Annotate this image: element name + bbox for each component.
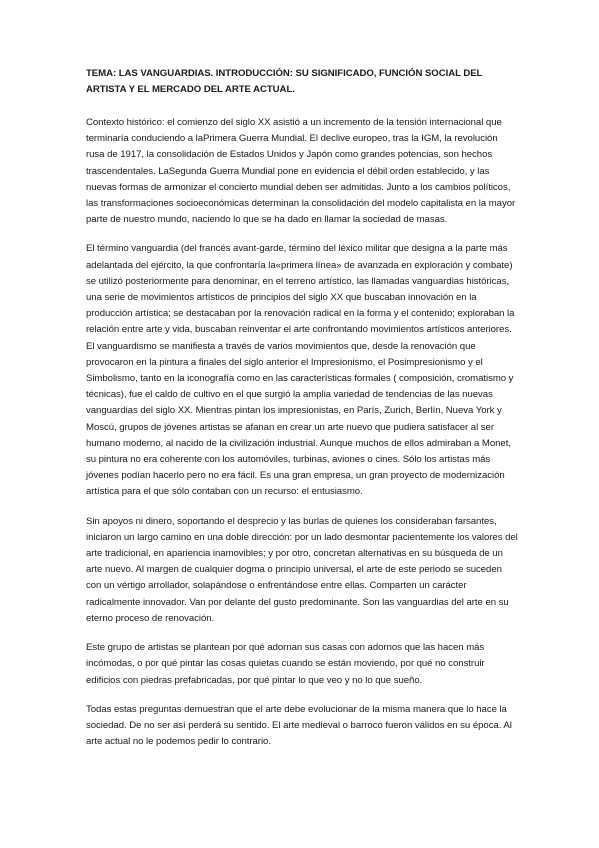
paragraph-artists-questions: Este grupo de artistas se plantean por qué adornan sus casas con adornos que las hacen más incómodas, o por qué pintar las cosas quietas cuando se están moviendo, por qué no construir edificios con piedras prefabricadas, por qué pintar lo que veo y no lo que sueño.	[86, 642, 485, 686]
paragraph-historical-context: Contexto histórico: el comienzo del siglo XX asistió a un incremento de la tensión internacional que terminaría conduciendo a laPrimera Guerra Mundial. El declive europeo, tras la IGM, la revolución rusa de 1917, la consolidación de Estados Unidos y Japón como grandes potencias, son hechos trascendentales. LaSegunda Guerra Mundial pone en evidencia el débil orden establecido, y las nuevas formas de armonizar el concierto mundial deben ser admitidas. Junto a los cambios políticos, las transformaciones socioeconómicas determinan la consolidación del modelo capitalista en la mayor parte de nuestro mundo, naciendo lo que se ha dado en llamar la sociedad de masas.	[86, 117, 516, 226]
paragraph-without-support: Sin apoyos ni dinero, soportando el desprecio y las burlas de quienes los consideraban farsantes, iniciaron un largo camino en una doble dirección: por un lado desmontar pacientemente los valores del arte tradicional, en apariencia inamovibles; y por otro, concretan alternativas en su búsqueda de un arte nuevo. Al margen de cualquier dogma o principio universal, el arte de este periodo se suceden con un vértigo arrollador, solapándose o enfrentándose entre ellas. Comparten un carácter radicalmente innovador. Van por delante del gusto predominante. Son las vanguardias del arte en su eterno proceso de renovación.	[86, 515, 518, 624]
document-title: TEMA: LAS VANGUARDIAS. INTRODUCCIÓN: SU SIGNIFICADO, FUNCIÓN SOCIAL DEL ARTISTA Y EL MERCADO DEL ARTE ACTUAL.	[86, 68, 483, 95]
document-body	[86, 66, 518, 763]
paragraph-vanguard-term: El término vanguardia (del francés avant-garde, término del léxico militar que designa a la parte más adelantada del ejército, la que confrontaría la«primera línea» de avanzada en exploración y combate) se utilizó posteriormente para denominar, en el terreno artístico, las llamadas vanguardias históricas, una serie de movimientos artísticos de principios del siglo XX que buscaban innovación en la producción artística; se destacaban por la renovación radical en la forma y el contenido; exploraban la relación entre arte y vida, buscaban reinventar el arte confrontando movimientos artísticos anteriores. El vanguardismo se manifiesta a través de varios movimientos que, desde la renovación que provocaron en la pintura a finales del siglo anterior el Impresionismo, el Posimpresionismo y el Simbolismo, tanto en la iconografía como en las características formales ( composición, cromatismo y técnicas), fue el caldo de cultivo en el que surgió la amplia variedad de tendencias de las nuevas vanguardias del siglo XX. Mientras pintan los impresionistas, en París, Zurich, Berlín, Nueva York y Moscú, grupos de jóvenes artistas se afanan en crear un arte nuevo que pudiera satisfacer al ser humano moderno, al nacido de la civilización industrial. Aunque muchos de ellos admiraban a Monet, su pintura no era coherente con los automóviles, turbinas, aviones o cines. Sólo los artistas más jóvenes podían hacerlo pero no era fácil. Es una gran empresa, un gran proyecto de modernización artística para el que sólo contaban con un recurso: el entusiasmo.	[86, 243, 515, 498]
paragraph-conclusion: Todas estas preguntas demuestran que el arte debe evolucionar de la misma manera que lo hace la sociedad. De no ser así perderá su sentido. El arte medieval o barroco fueron válidos en su época. Al arte actual no le podemos pedir lo contrario.	[86, 703, 512, 748]
